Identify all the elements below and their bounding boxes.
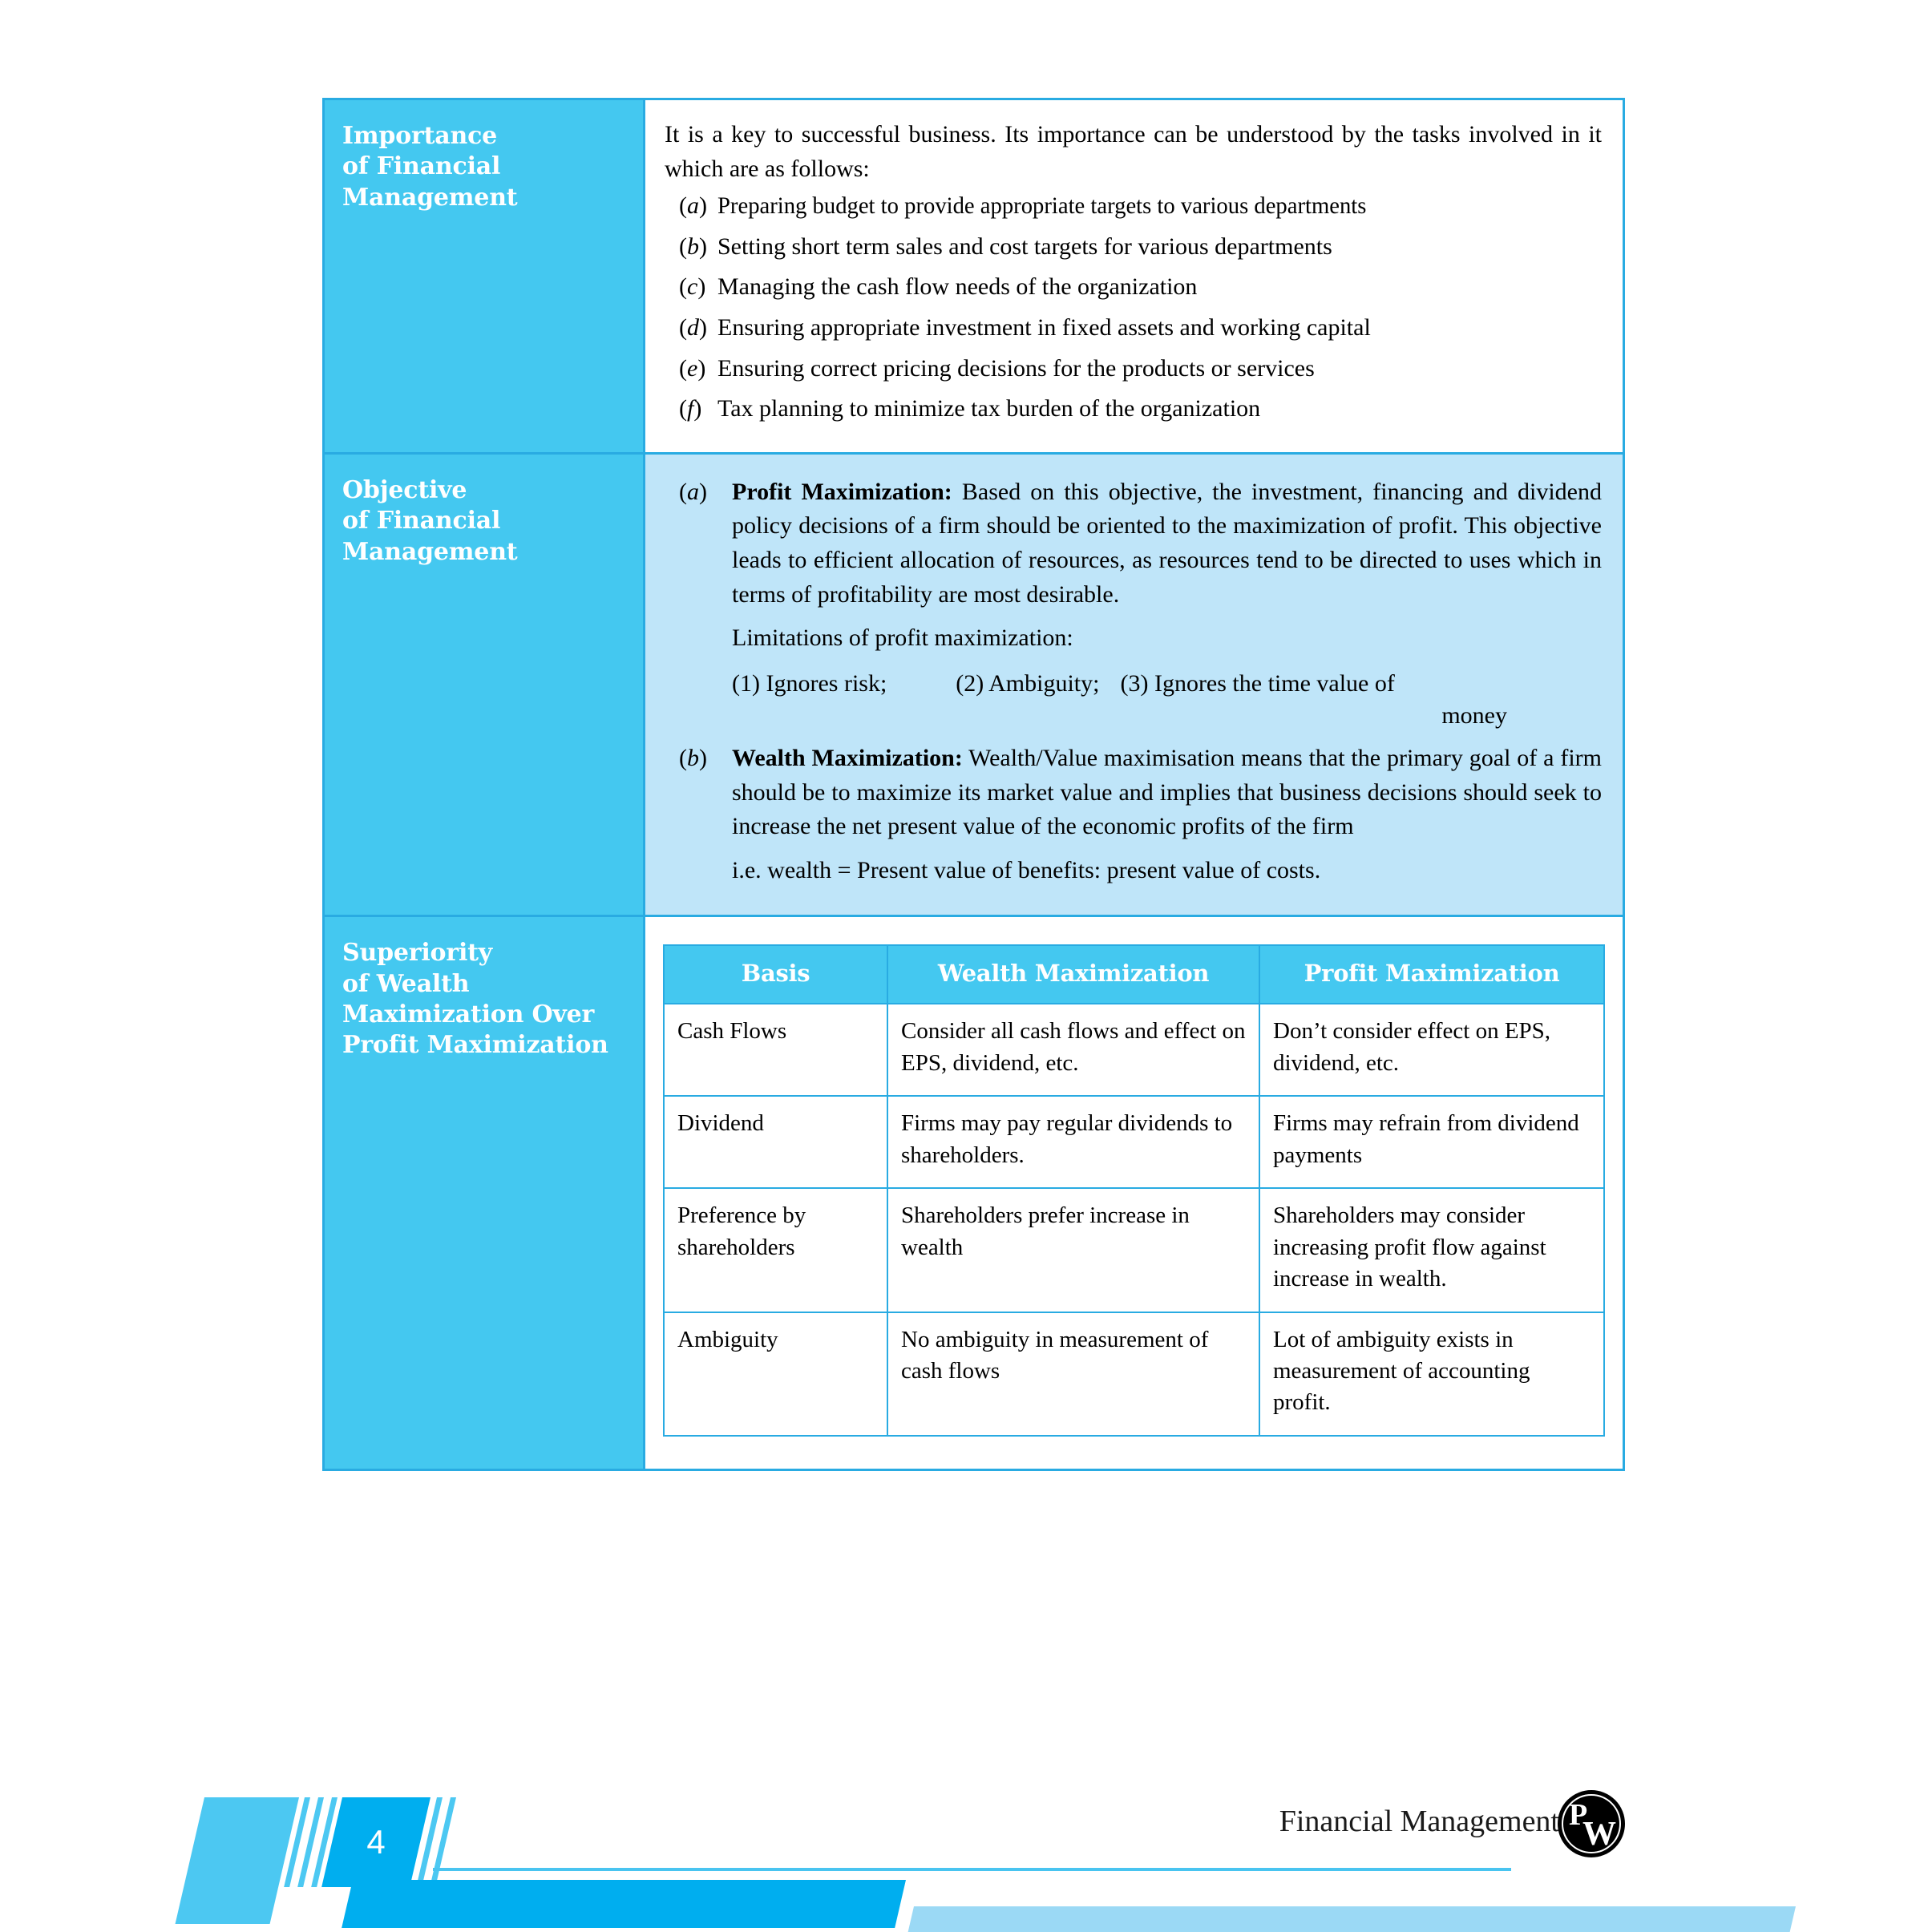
cell-profit: Shareholders may consider increasing profit flow against increase in wealth. <box>1259 1188 1604 1312</box>
list-item <box>665 311 1602 346</box>
list-item <box>665 270 1602 305</box>
comparison-table-wrapper <box>645 917 1623 1469</box>
row-label-line: Management <box>342 183 518 212</box>
page-number-label: 4 <box>366 1823 386 1861</box>
row-label-line: Profit Maximization <box>342 1031 608 1060</box>
cell-basis: Ambiguity <box>664 1312 887 1436</box>
pw-logo-letter-p: P <box>1569 1798 1588 1832</box>
wealth-maximization-title: Wealth Maximization: <box>732 744 963 771</box>
cell-wealth: Firms may pay regular dividends to shareholders. <box>887 1096 1259 1188</box>
cell-wealth: Shareholders prefer increase in wealth <box>887 1188 1259 1312</box>
cell-profit: Lot of ambiguity exists in measurement of accounting profit. <box>1259 1312 1604 1436</box>
limitation-1: (1) Ignores risk; <box>732 669 887 697</box>
limitations-row <box>732 667 1602 701</box>
importance-list <box>665 189 1602 426</box>
row-content-importance <box>645 99 1624 454</box>
list-item <box>665 392 1602 426</box>
table-row <box>664 1096 1604 1188</box>
row-label-superiority <box>324 916 645 1470</box>
list-item-label: Preparing budget to provide appropriate targets to various departments <box>717 192 1367 220</box>
cell-profit: Don’t consider effect on EPS, dividend, etc. <box>1259 1004 1604 1096</box>
list-marker: (d) <box>679 313 707 341</box>
cell-basis: Preference by shareholders <box>664 1188 887 1312</box>
profit-maximization-title: Profit Maximization: <box>732 478 952 505</box>
table-row <box>664 1312 1604 1436</box>
cell-profit: Firms may refrain from dividend payments <box>1259 1096 1604 1188</box>
row-label-line: Maximization Over <box>342 1000 595 1029</box>
cell-basis: Dividend <box>664 1096 887 1188</box>
objective-list <box>665 475 1602 888</box>
comparison-table <box>663 944 1605 1437</box>
wealth-equation-note: i.e. wealth = Present value of benefits: present value of costs. <box>732 856 1321 883</box>
cell-basis: Cash Flows <box>664 1004 887 1096</box>
footer-divider <box>433 1868 1511 1871</box>
wealth-maximization-text: Wealth/Value maximisation means that the primary goal of a firm should be to maximize its market value and implies that business decisions should seek to increase the net present value of the economic profits of the firm <box>732 744 1602 840</box>
footer-decoration-bar-pale <box>908 1906 1796 1932</box>
comparison-header-row <box>664 945 1604 1004</box>
list-marker: (b) <box>679 232 707 260</box>
row-label-line: of Financial <box>342 152 501 181</box>
list-marker: (f) <box>679 395 702 422</box>
column-header-basis: Basis <box>664 945 887 1004</box>
table-row-importance <box>324 99 1624 454</box>
profit-maximization-body <box>732 475 1602 612</box>
list-item-profit-maximization <box>665 475 1602 734</box>
table-row <box>664 1188 1604 1312</box>
list-item-label: Setting short term sales and cost targets for various departments <box>717 232 1332 260</box>
profit-maximization-text: Based on this objective, the investment, financing and dividend policy decisions of a firm should be oriented to the maximization of profit. This objective leads to efficient allocation of resources, as resources tend to be directed to uses which in terms of profitability are most desirable. <box>732 478 1602 608</box>
row-label-line: Management <box>342 537 518 566</box>
table-row-superiority <box>324 916 1624 1470</box>
list-marker: (b) <box>679 744 707 771</box>
importance-lead-text: It is a key to successful business. Its importance can be understood by the tasks involved in it which are as follows: <box>665 121 1602 182</box>
list-item-label: Ensuring appropriate investment in fixed assets and working capital <box>717 313 1371 341</box>
table-row <box>664 1004 1604 1096</box>
wealth-maximization-body <box>732 742 1602 844</box>
list-marker: (a) <box>679 192 707 220</box>
list-marker: (a) <box>679 478 707 505</box>
list-item-label: Tax planning to minimize tax burden of the organization <box>717 395 1261 422</box>
list-item-wealth-maximization <box>665 742 1602 887</box>
list-marker: (c) <box>679 273 706 301</box>
pw-logo-letter-w: W <box>1582 1816 1616 1853</box>
row-label-importance <box>324 99 645 454</box>
row-label-line: Objective <box>342 475 467 504</box>
row-label-line: Importance <box>342 122 498 150</box>
row-label-objective <box>324 453 645 916</box>
cell-wealth: Consider all cash flows and effect on EPS, dividend, etc. <box>887 1004 1259 1096</box>
row-label-line: of Wealth <box>342 969 470 998</box>
table-row-objective <box>324 453 1624 916</box>
row-label-line: of Financial <box>342 507 501 536</box>
pw-logo-icon <box>1558 1790 1625 1857</box>
list-item-label: Ensuring correct pricing decisions for the products or services <box>717 354 1315 382</box>
limitation-3-continuation: money <box>1441 702 1507 730</box>
cell-wealth: No ambiguity in measurement of cash flows <box>887 1312 1259 1436</box>
list-item <box>665 352 1602 386</box>
limitations-heading: Limitations of profit maximization: <box>732 624 1073 652</box>
footer-decoration-bar <box>342 1880 906 1928</box>
list-item <box>665 230 1602 265</box>
limitation-2: (2) Ambiguity; <box>956 669 1100 697</box>
footer-chapter-title: Financial Management <box>1279 1805 1559 1838</box>
column-header-profit-maximization: Profit Maximization <box>1259 945 1604 1004</box>
row-label-line: Superiority <box>342 939 493 968</box>
list-marker: (e) <box>679 354 706 382</box>
column-header-wealth-maximization: Wealth Maximization <box>887 945 1259 1004</box>
concept-table <box>322 98 1625 1471</box>
limitation-3: (3) Ignores the time value of <box>1120 669 1395 697</box>
list-item-label: Managing the cash flow needs of the organization <box>717 273 1198 301</box>
list-item <box>665 189 1602 224</box>
row-content-objective <box>645 453 1624 916</box>
row-content-superiority <box>645 916 1624 1470</box>
page-number-badge <box>321 1797 430 1887</box>
